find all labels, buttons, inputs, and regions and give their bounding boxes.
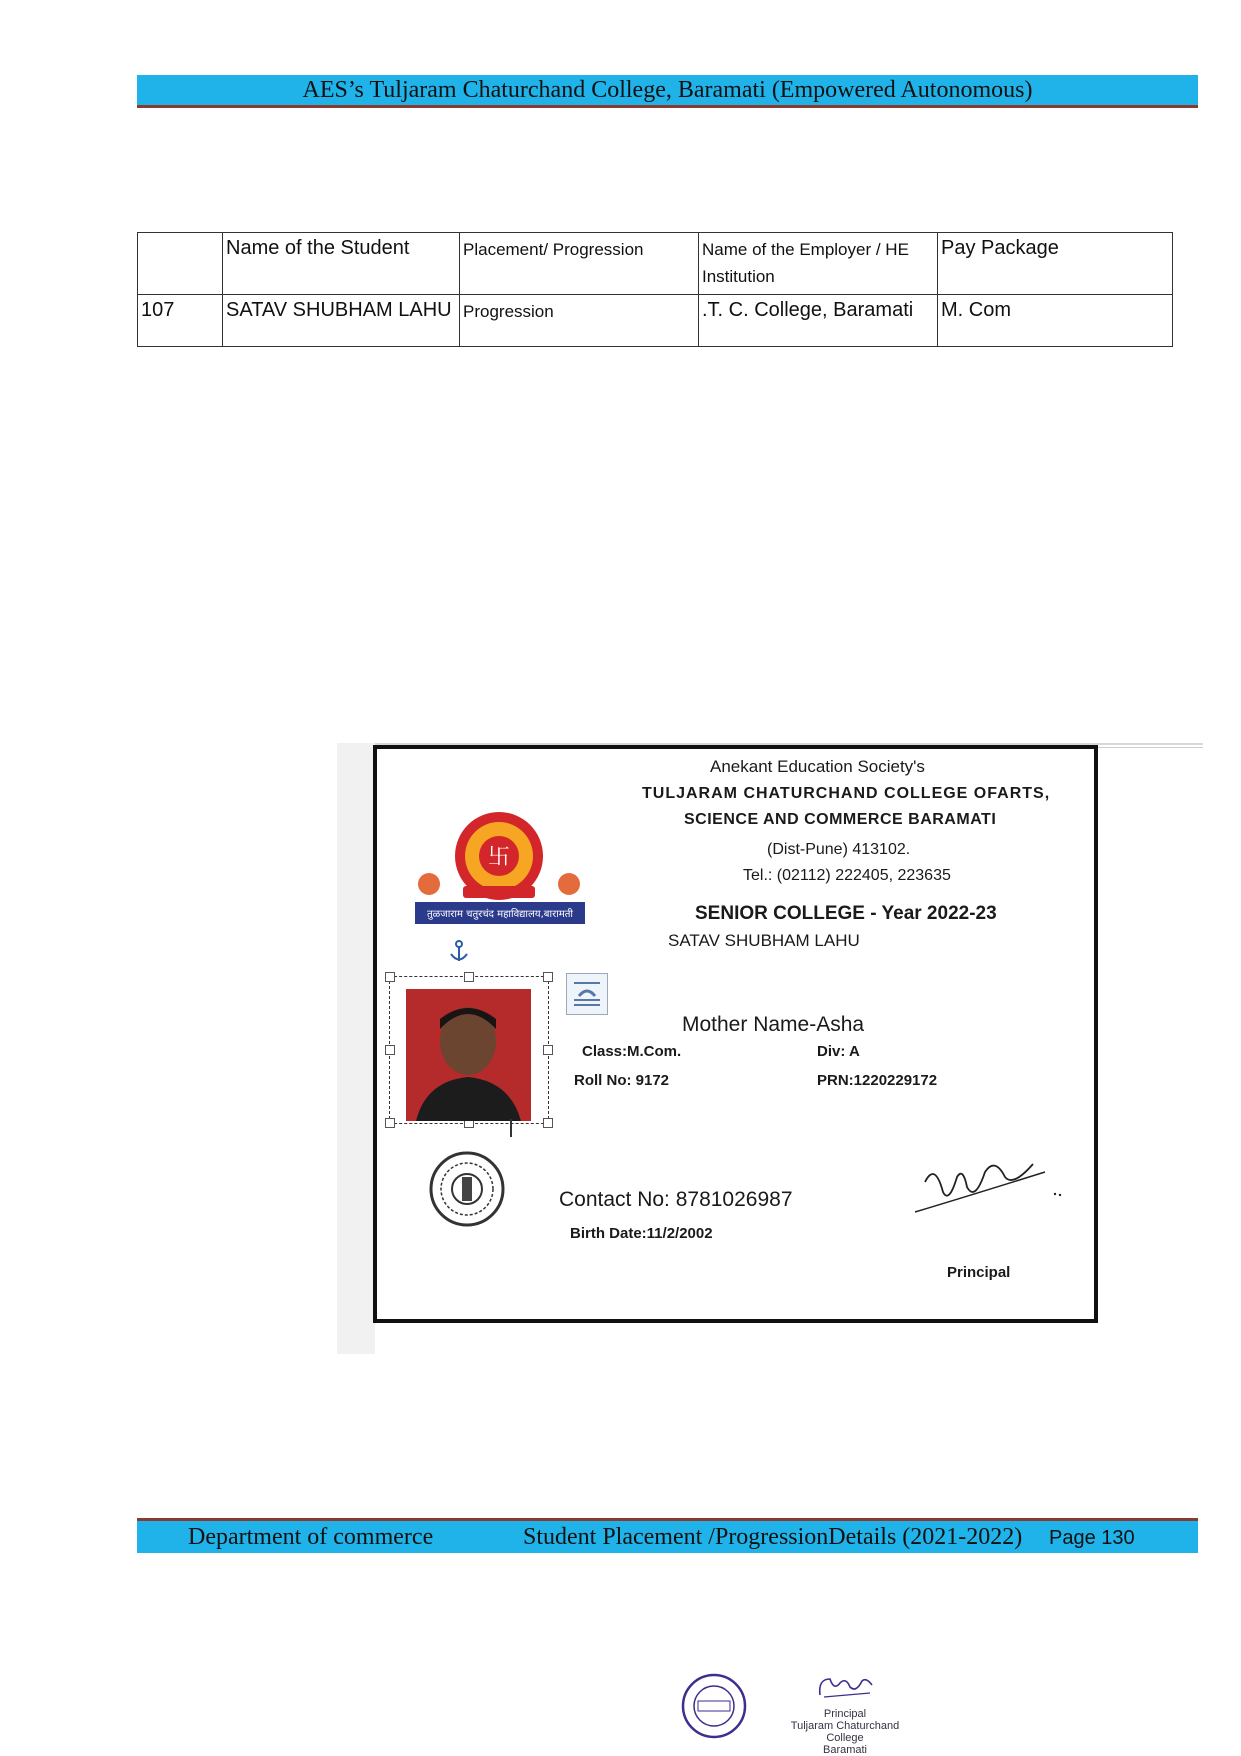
resize-handle[interactable] (543, 1045, 553, 1055)
principal-signature-icon (810, 1673, 880, 1703)
seal-signature-label: Principal (823, 1708, 867, 1720)
table-cell-name: SATAV SHUBHAM LAHU (223, 295, 460, 347)
resize-handle[interactable] (385, 1118, 395, 1128)
table-header-cell (138, 233, 223, 295)
layout-options-icon[interactable] (566, 973, 608, 1015)
svg-text:卐: 卐 (487, 845, 511, 870)
placement-table (137, 232, 1173, 347)
college-logo-icon (407, 804, 592, 934)
resize-handle[interactable] (543, 972, 553, 982)
table-cell-type: Progression (460, 295, 699, 347)
footer-page-number: Page 130 (1049, 1527, 1135, 1549)
seal-city: Baramati (822, 1744, 868, 1756)
resize-handle[interactable] (385, 972, 395, 982)
card-div: Div: A (817, 1043, 860, 1060)
card-student-name: SATAV SHUBHAM LAHU (668, 931, 860, 950)
footer-details: Student Placement /ProgressionDetails (2021-2022) (523, 1524, 1023, 1550)
table-header-cell: Name of the Employer / HE Institution (699, 233, 938, 295)
table-cell-package: M. Com (938, 295, 1173, 347)
principal-signature-block (775, 1673, 915, 1756)
card-prn: PRN:1220229172 (817, 1072, 938, 1089)
header-title: AES’s Tuljaram Chaturchand College, Baramati (Empowered Autonomous) (302, 77, 1033, 103)
screenshot-margin (337, 743, 375, 1354)
seal-college-name: Tuljaram Chaturchand College (790, 1720, 900, 1744)
table-header-cell: Placement/ Progression (460, 233, 699, 295)
resize-handle[interactable] (385, 1045, 395, 1055)
id-card-screenshot (337, 743, 1203, 1354)
anchor-icon (447, 939, 471, 965)
card-class: Class:M.Com. (582, 1043, 682, 1060)
card-year: SENIOR COLLEGE - Year 2022-23 (695, 903, 997, 924)
resize-handle[interactable] (464, 972, 474, 982)
card-principal-label: Principal (947, 1264, 1011, 1281)
card-district: (Dist-Pune) 413102. (767, 841, 911, 858)
college-stamp-icon (427, 1149, 507, 1229)
page-footer (137, 1518, 1198, 1553)
table-row (138, 295, 1173, 347)
table-header-cell: Name of the Student (223, 233, 460, 295)
principal-signature-icon (905, 1142, 1065, 1222)
table-cell-sr: 107 (138, 295, 223, 347)
card-birth-date: Birth Date:11/2/2002 (570, 1225, 713, 1242)
card-roll-no: Roll No: 9172 (574, 1072, 670, 1089)
screenshot-rule (1094, 747, 1203, 748)
resize-handle[interactable] (543, 1118, 553, 1128)
id-card (373, 745, 1098, 1323)
table-cell-institution: .T. C. College, Baramati (699, 295, 938, 347)
student-photo (406, 989, 531, 1121)
card-society: Anekant Education Society's (710, 757, 925, 776)
college-seal-icon (680, 1672, 748, 1740)
card-mother-name: Mother Name-Asha (682, 1013, 865, 1036)
card-contact: Contact No: 8781026987 (559, 1188, 793, 1211)
text-cursor (510, 1119, 512, 1137)
footer-department: Department of commerce (188, 1524, 434, 1550)
table-header-cell: Pay Package (938, 233, 1173, 295)
logo-caption: तुळजाराम चतुरचंद महाविद्यालय,बारामती (426, 909, 574, 920)
table-header-row (138, 233, 1173, 295)
card-college-line1: TULJARAM CHATURCHAND COLLEGE OFARTS, (642, 785, 1051, 802)
card-phone: Tel.: (02112) 222405, 223635 (743, 867, 951, 884)
card-college-line2: SCIENCE AND COMMERCE BARAMATI (684, 811, 997, 828)
page-header (137, 75, 1198, 108)
